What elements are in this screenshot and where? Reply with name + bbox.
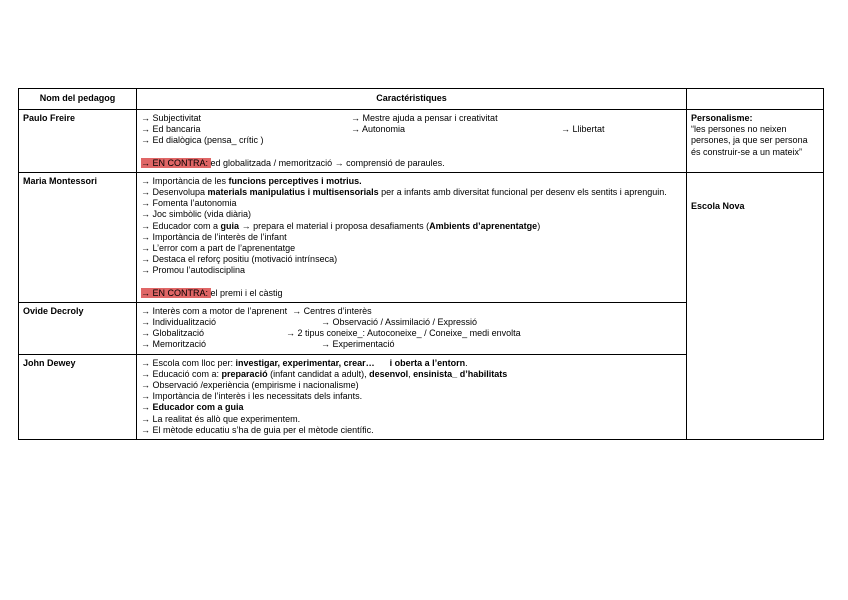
pedagogues-table: [18, 88, 824, 440]
dewey-line: → La realitat és allò que experimentem.: [141, 413, 301, 424]
montessori-bold: materials manipulatius i multisensorials: [207, 187, 379, 198]
montessori-bold: guia: [220, 220, 240, 231]
decroly-line: → Memorització: [141, 339, 207, 350]
freire-line: → Mestre ajuda a pensar i creativitat: [351, 113, 498, 123]
montessori-line: ): [537, 220, 541, 231]
montessori-contra-text: el premi i el càstig: [210, 287, 283, 298]
freire-line: → Ed bancaria: [141, 124, 201, 135]
montessori-line: → L’error com a part de l’aprenentatge: [141, 243, 296, 254]
header-name: Nom del pedagog: [19, 89, 137, 110]
montessori-line: → Joc simbòlic (vida diària): [141, 209, 252, 220]
freire-line: → Llibertat: [561, 124, 605, 135]
characteristics-dewey: [137, 354, 687, 439]
header-extra: [687, 89, 824, 110]
decroly-line: → Globalització: [141, 328, 205, 339]
montessori-line: → prepara el material i proposa desafiaments (: [239, 220, 430, 231]
dewey-bold: investigar, experimentar, crear…: [235, 357, 375, 368]
decroly-line: → Centres d’interès: [292, 305, 372, 316]
montessori-bold: Ambients d’aprenentatge: [429, 220, 538, 231]
pedagogue-name-freire: Paulo Freire: [19, 110, 137, 173]
dewey-bold: desenvol: [369, 368, 409, 379]
montessori-line: → Importància de l’interès de l’infant: [141, 231, 287, 242]
freire-line: → Subjectivitat: [141, 113, 202, 123]
montessori-line: → Desenvolupa: [141, 187, 208, 198]
dewey-bold: ensinista_ d’habilitats: [413, 368, 508, 379]
en-contra-highlight: → EN CONTRA:: [141, 157, 211, 168]
dewey-line: → Educació com a:: [141, 368, 222, 379]
characteristics-freire: [137, 110, 687, 173]
table-row: [19, 110, 824, 173]
montessori-line: → Promou l’autodisciplina: [141, 265, 246, 276]
dewey-line: (infant candidat a adult),: [267, 368, 370, 379]
montessori-line: → Destaca el reforç positiu (motivació intrínseca): [141, 254, 338, 265]
characteristics-montessori: [137, 172, 687, 302]
dewey-line: → Importància de l’interès i les necessitats dels infants.: [141, 391, 363, 402]
montessori-line: → Educador com a: [141, 220, 221, 231]
dewey-bold: i oberta a l’entorn: [389, 357, 466, 368]
pedagogue-name-dewey: John Dewey: [19, 354, 137, 439]
decroly-line: → 2 tipus coneixe_: Autoconeixe_ / Coneixe_ medi envolta: [286, 328, 521, 339]
decroly-line: → Observació / Assimilació / Expressió: [321, 317, 478, 328]
side-title-personalisme: Personalisme:: [691, 113, 753, 123]
decroly-line: → Experimentació: [321, 339, 395, 350]
en-contra-highlight: → EN CONTRA:: [141, 287, 211, 298]
montessori-line: → Fomenta l’autonomia: [141, 198, 237, 209]
montessori-line: → Importància de les: [141, 175, 229, 186]
dewey-line: → Escola com lloc per:: [141, 357, 236, 368]
dewey-line: → Observació /experiència (empirisme i nacionalisme): [141, 380, 359, 391]
montessori-line: per a infants amb diversitat funcional per desenv els sentits i aprenguin.: [378, 187, 667, 198]
decroly-line: → Interès com a motor de l’aprenent: [141, 305, 288, 316]
side-cell-escola-nova: [687, 172, 824, 439]
dewey-line: ,: [408, 368, 414, 379]
header-characteristics: Caractéristiques: [137, 89, 687, 110]
freire-contra-text: ed globalitzada / memorització → comprensió de paraules.: [210, 157, 445, 168]
characteristics-decroly: [137, 302, 687, 354]
table-row: [19, 172, 824, 302]
header-row: [19, 89, 824, 110]
pedagogue-name-decroly: Ovide Decroly: [19, 302, 137, 354]
freire-line: → Ed dialògica (pensa_ crític ): [141, 135, 264, 146]
side-cell-freire: [687, 110, 824, 173]
dewey-line: → El mètode educatiu s’ha de guia per el mètode científic.: [141, 424, 374, 435]
dewey-line: .: [465, 357, 468, 368]
freire-line: → Autonomia: [351, 124, 406, 135]
side-quote: “les persones no neixen persones, ja que ser persona és construir-se a un mateix”: [691, 124, 808, 157]
dewey-bold: preparació: [221, 368, 268, 379]
pedagogue-name-montessori: Maria Montessori: [19, 172, 137, 302]
montessori-bold: funcions perceptives i motrius.: [228, 175, 362, 186]
decroly-line: → Individualització: [141, 317, 217, 328]
dewey-bold: → Educador com a guia: [141, 402, 244, 413]
side-title-escola-nova: Escola Nova: [691, 200, 745, 211]
